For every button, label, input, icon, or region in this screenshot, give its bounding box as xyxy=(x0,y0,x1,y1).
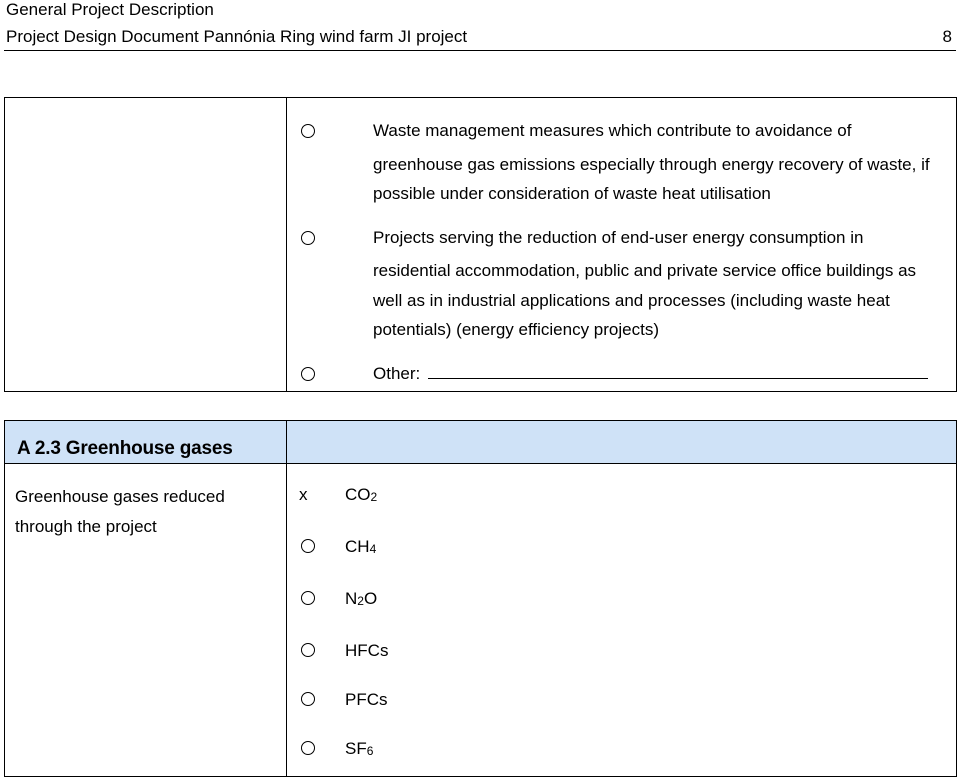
gas-subscript: 2 xyxy=(370,490,378,504)
radio-circle-icon[interactable] xyxy=(301,692,315,706)
header-document-title: Project Design Document Pannónia Ring wind farm JI project xyxy=(6,27,468,46)
ghg-row-label: Greenhouse gases reduced through the project xyxy=(15,487,225,536)
option-line: potentials) (energy efficiency projects) xyxy=(373,320,659,339)
option-line: greenhouse gas emissions especially through energy recovery of waste, if xyxy=(373,154,930,174)
section-title-filler xyxy=(287,421,957,464)
option-line: Waste management measures which contribute to avoidance of xyxy=(373,121,852,140)
project-type-table xyxy=(4,97,957,392)
measures-options-cell xyxy=(287,98,957,392)
gas-base: CH xyxy=(345,537,370,556)
section-title-cell xyxy=(5,421,287,464)
checked-x-mark[interactable]: x xyxy=(299,485,308,504)
radio-circle-icon[interactable] xyxy=(301,539,315,553)
radio-circle-icon[interactable] xyxy=(301,231,315,245)
ghg-options-cell xyxy=(287,464,957,777)
empty-label-cell xyxy=(5,98,287,392)
gas-base: PFCs xyxy=(345,690,388,709)
other-label: Other: xyxy=(373,363,421,383)
option-other[interactable] xyxy=(287,359,956,389)
gas-subscript: 2 xyxy=(357,594,364,608)
page-number: 8 xyxy=(942,27,952,46)
option-energy-efficiency[interactable] xyxy=(287,223,956,345)
gas-option-sf6[interactable] xyxy=(287,724,956,776)
header-section-title: General Project Description xyxy=(6,0,214,19)
radio-circle-icon[interactable] xyxy=(301,124,315,138)
gas-base: SF xyxy=(345,739,367,758)
ghg-label-cell xyxy=(5,464,287,777)
gas-base: CO xyxy=(345,485,371,504)
gas-option-co2[interactable] xyxy=(287,470,956,522)
other-input-line[interactable] xyxy=(428,360,928,379)
gas-subscript: 4 xyxy=(369,542,377,556)
option-line: residential accommodation, public and private service office buildings as xyxy=(373,261,917,280)
radio-circle-icon[interactable] xyxy=(301,367,315,381)
gas-base: N xyxy=(345,589,358,608)
radio-circle-icon[interactable] xyxy=(301,591,315,605)
gas-suffix: O xyxy=(363,589,378,608)
gas-base: HFCs xyxy=(345,641,389,660)
option-waste-management[interactable] xyxy=(287,116,956,209)
radio-circle-icon[interactable] xyxy=(301,643,315,657)
gas-option-hfcs[interactable] xyxy=(287,626,956,675)
gas-option-ch4[interactable] xyxy=(287,522,956,574)
radio-circle-icon[interactable] xyxy=(301,741,315,755)
option-line: Projects serving the reduction of end-user energy consumption in xyxy=(373,227,864,247)
option-line: well as in industrial applications and processes (including waste heat xyxy=(373,290,890,310)
gas-subscript: 6 xyxy=(366,744,374,758)
header-divider xyxy=(4,50,956,51)
greenhouse-gases-table xyxy=(4,420,957,777)
option-line: possible under consideration of waste heat utilisation xyxy=(373,184,771,203)
gas-option-n2o[interactable] xyxy=(287,574,956,626)
section-title: A 2.3 Greenhouse gases xyxy=(17,438,233,459)
gas-option-pfcs[interactable] xyxy=(287,675,956,724)
